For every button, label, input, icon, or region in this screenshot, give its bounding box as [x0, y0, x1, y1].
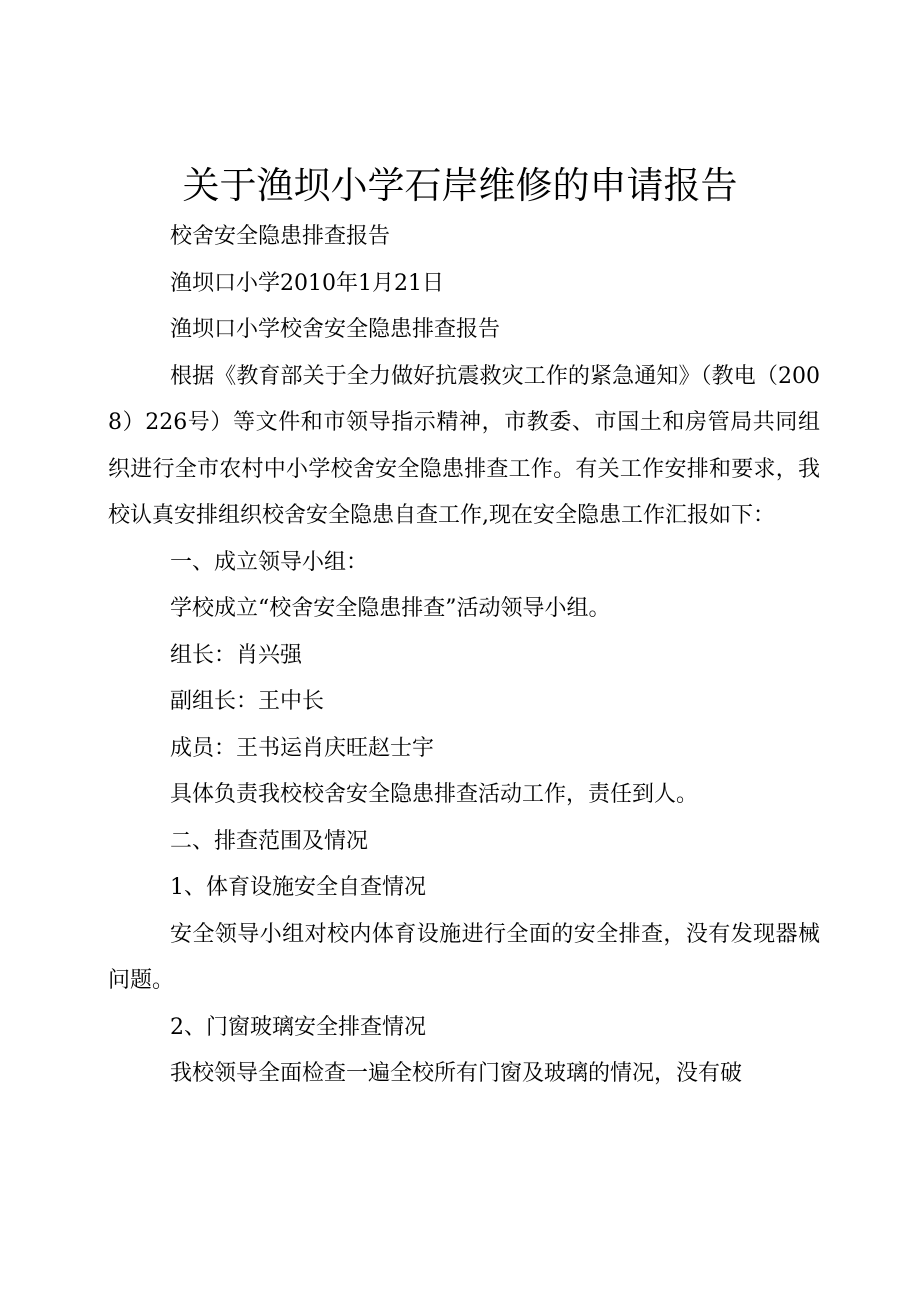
paragraph-report-subtitle: 渔坝口小学校舍安全隐患排查报告 — [170, 317, 501, 342]
document-body — [108, 214, 820, 1098]
paragraph-group-leader: 组长：肖兴强 — [170, 642, 303, 668]
paragraph-windows-result: 我校领导全面检查一遍全校所有门窗及玻璃的情况，没有破 — [170, 1061, 743, 1086]
paragraph-sports-result: 安全领导小组对校内体育设施进行全面的安全排查，没有发现器械问题。 — [108, 921, 820, 993]
paragraph-report-heading: 校舍安全隐患排查报告 — [170, 224, 391, 249]
section-heading-leadership: 一、成立领导小组： — [170, 549, 369, 575]
document-title: 关于渔坝小学石岸维修的申请报告 — [182, 164, 738, 207]
subsection-heading-sports: 1、体育设施安全自查情况 — [170, 875, 426, 900]
section-heading-scope: 二、排查范围及情况 — [170, 828, 369, 854]
subsection-heading-windows: 2、门窗玻璃安全排查情况 — [170, 1014, 426, 1040]
paragraph-deputy-leader: 副组长：王中长 — [170, 689, 325, 714]
paragraph-members: 成员：王书运肖庆旺赵士宇 — [170, 735, 435, 761]
paragraph-group-established: 学校成立“校舍安全隐患排查”活动领导小组。 — [170, 596, 611, 621]
paragraph-school-date: 渔坝口小学2010年1月21日 — [170, 270, 444, 296]
paragraph-responsibility: 具体负责我校校舍安全隐患排查活动工作，责任到人。 — [170, 782, 699, 807]
paragraph-introduction: 根据《教育部关于全力做好抗震救灾工作的紧急通知》（教电（2008）226号）等文件和市领导指示精神，市教委、市国土和房管局共同组织进行全市农村中小学校舍安全隐患排查工作。有关工作安排和要求，我校认真安排组织校舍安全隐患自查工作,现在安全隐患工作汇报如下： — [108, 363, 820, 528]
